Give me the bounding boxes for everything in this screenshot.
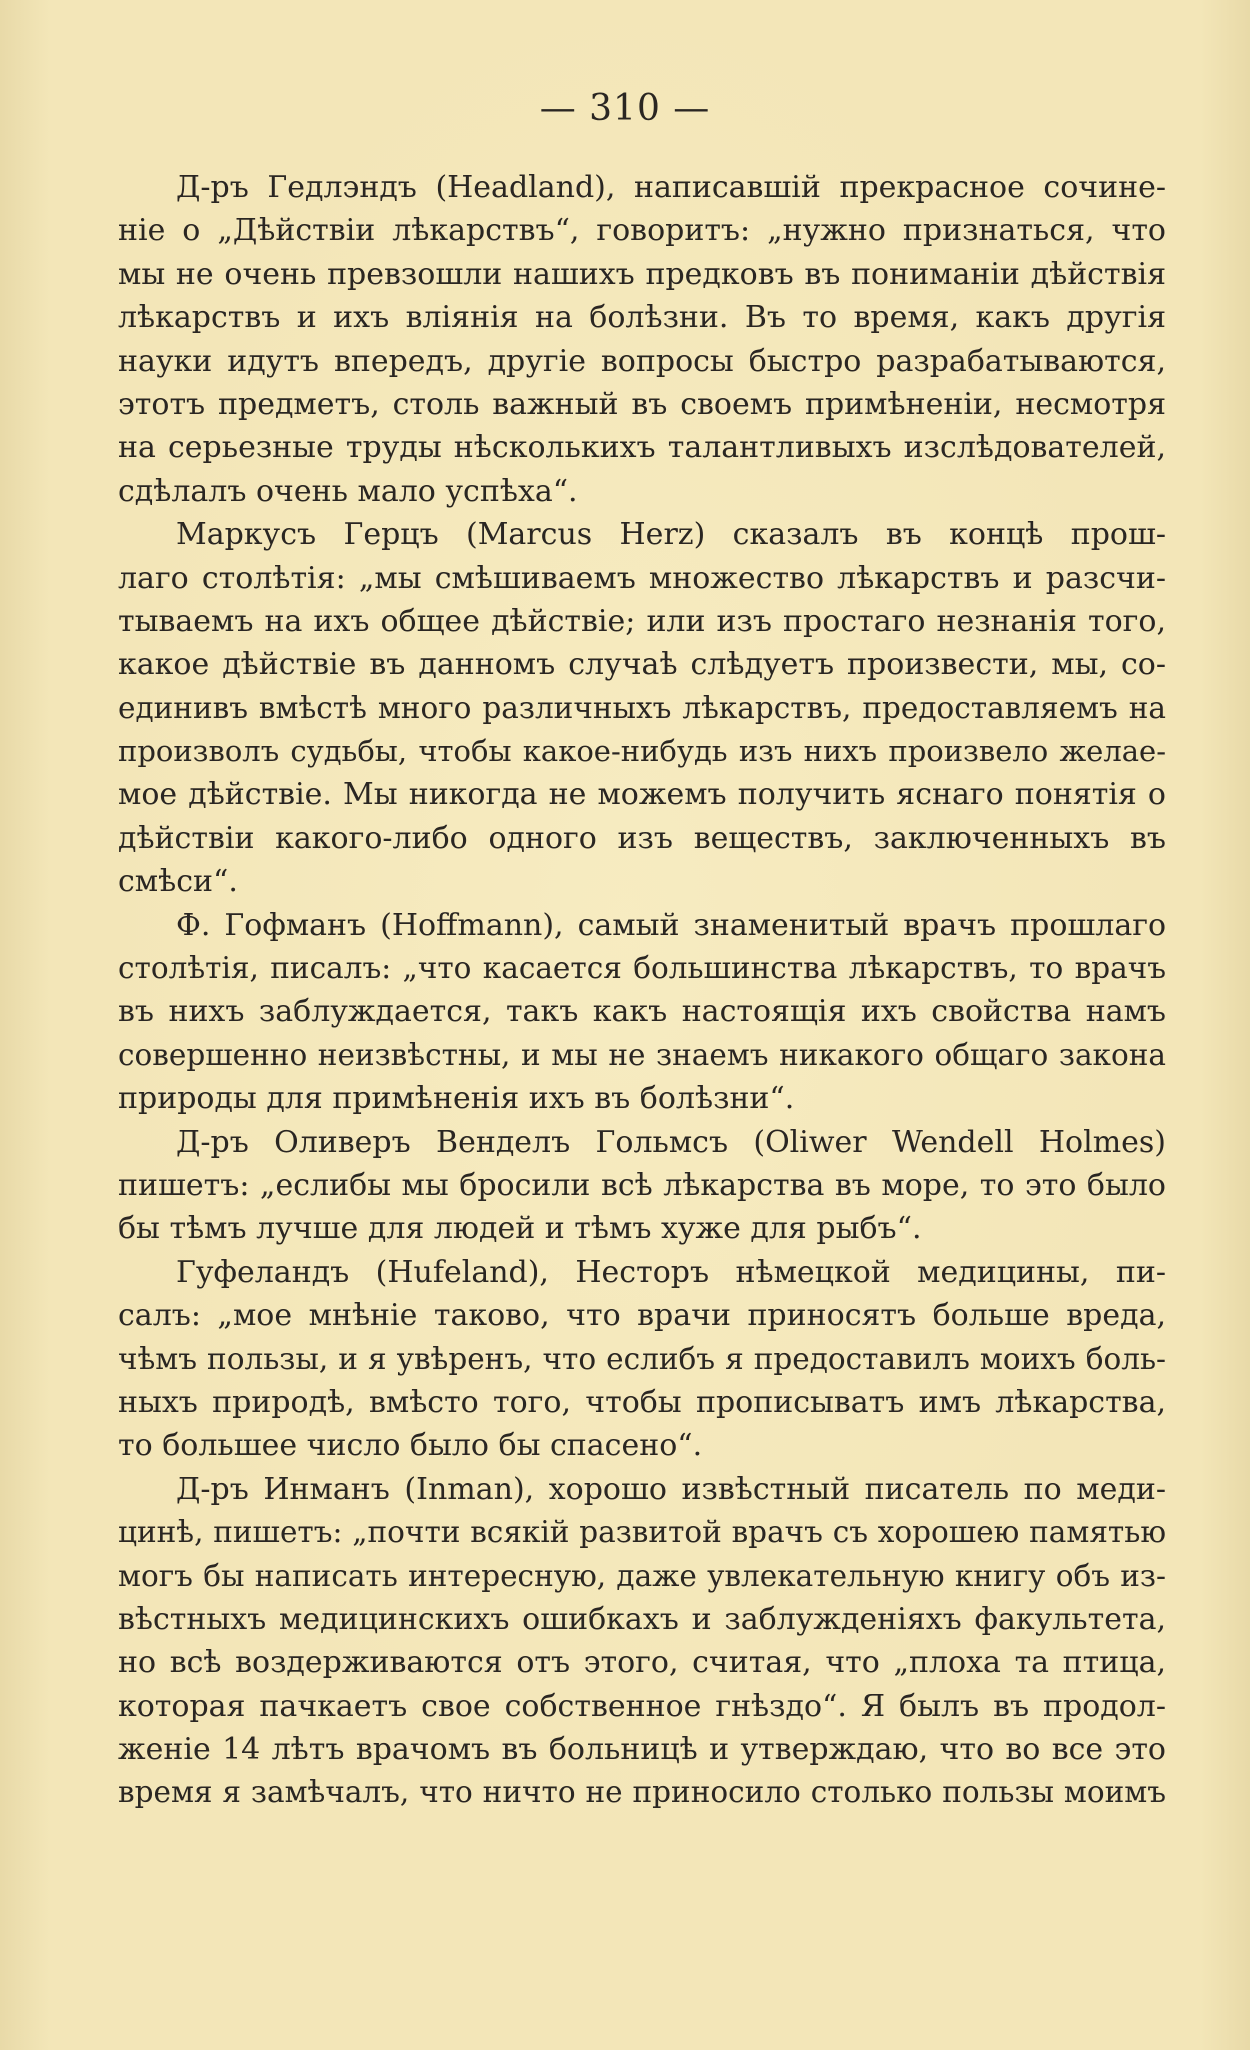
text-line: то большее число было бы спасено“. xyxy=(118,1428,703,1464)
text-line: лѣкарствъ и ихъ вліянія на болѣзни. Въ то время, какъ другія xyxy=(118,300,1166,336)
text-line: мы не очень превзошли нашихъ предковъ въ пониманіи дѣйствія xyxy=(118,256,1166,292)
page-number: — 310 — xyxy=(539,88,711,129)
text-line: тываемъ на ихъ общее дѣйствіе; или изъ простаго незнанія того, xyxy=(118,603,1166,639)
text-line: Ф. Гофманъ (Hoffmann), самый знаменитый врачъ прошлаго xyxy=(176,907,1166,943)
text-line: единивъ вмѣстѣ много различныхъ лѣкарствъ, предоставляемъ на xyxy=(118,690,1166,725)
paragraph xyxy=(118,904,1166,1121)
text-line: бы тѣмъ лучше для людей и тѣмъ хуже для рыбъ“. xyxy=(118,1211,922,1247)
text-line: время я замѣчалъ, что ничто не приносило столько пользы моимъ xyxy=(118,1775,1166,1810)
text-line: какое дѣйствіе въ данномъ случаѣ слѣдуетъ произвести, мы, со- xyxy=(118,647,1166,683)
text-line: Д-ръ Гедлэндъ (Headland), написавшій прекрасное сочине- xyxy=(176,170,1166,205)
text-line: вѣстныхъ медицинскихъ ошибкахъ и заблужденіяхъ факультета, xyxy=(118,1601,1166,1637)
text-line: но всѣ воздерживаются отъ этого, считая, что „плоха та птица, xyxy=(118,1645,1166,1681)
text-line: мое дѣйствіе. Мы никогда не можемъ получить яснаго понятія о xyxy=(118,777,1166,813)
text-line: Гуфеландъ (Hufeland), Несторъ нѣмецкой медицины, пи- xyxy=(176,1254,1166,1290)
text-line: природы для примѣненія ихъ въ болѣзни“. xyxy=(118,1081,795,1117)
text-line: Маркусъ Герцъ (Marcus Herz) сказалъ въ концѣ прош- xyxy=(176,517,1166,553)
text-line: въ нихъ заблуждается, такъ какъ настоящія ихъ свойства намъ xyxy=(118,994,1166,1030)
text-line: Д-ръ Оливеръ Венделъ Гольмсъ (Oliwer Wendell Holmes) xyxy=(176,1124,1166,1160)
paragraph xyxy=(118,166,1166,513)
text-line: могъ бы написать интересную, даже увлекательную книгу объ из- xyxy=(118,1558,1166,1593)
text-line: на серьезные труды нѣсколькихъ талантливыхъ изслѣдователей, xyxy=(118,430,1166,466)
text-line: совершенно неизвѣстны, и мы не знаемъ никакого общаго закона xyxy=(118,1037,1166,1072)
text-line: пишетъ: „еслибы мы бросили всѣ лѣкарства въ море, то это было xyxy=(118,1167,1166,1203)
text-line: произволъ судьбы, чтобы какое-нибудь изъ нихъ произвело желае- xyxy=(118,734,1166,769)
paragraph xyxy=(118,1468,1166,1815)
body-text xyxy=(118,166,1166,1815)
text-line: салъ: „мое мнѣніе таково, что врачи приносятъ больше вреда, xyxy=(118,1298,1166,1334)
text-line: женіе 14 лѣтъ врачомъ въ больницѣ и утверждаю, что во все это xyxy=(118,1732,1166,1768)
text-line: чѣмъ пользы, и я увѣренъ, что еслибъ я предоставилъ моихъ боль- xyxy=(118,1341,1166,1376)
text-line: столѣтія, писалъ: „что касается большинства лѣкарствъ, то врачъ xyxy=(118,951,1166,986)
text-line: этотъ предметъ, столь важный въ своемъ примѣненіи, несмотря xyxy=(118,386,1166,422)
paragraph xyxy=(118,1251,1166,1468)
text-line: дѣйствіи какого-либо одного изъ веществъ, заключенныхъ въ xyxy=(118,820,1166,856)
text-line: лаго столѣтія: „мы смѣшиваемъ множество лѣкарствъ и разсчи- xyxy=(118,560,1166,596)
text-line: ныхъ природѣ, вмѣсто того, чтобы прописыватъ имъ лѣкарства, xyxy=(118,1384,1166,1420)
text-line: сдѣлалъ очень мало успѣха“. xyxy=(118,473,578,509)
paragraph xyxy=(118,1121,1166,1251)
text-line: Д-ръ Инманъ (Inman), хорошо извѣстный писатель по меди- xyxy=(176,1471,1166,1507)
text-line: цинѣ, пишетъ: „почти всякій развитой врачъ съ хорошею памятью xyxy=(118,1515,1166,1550)
text-line: которая пачкаетъ свое собственное гнѣздо“. Я былъ въ продол- xyxy=(118,1688,1166,1724)
paragraph xyxy=(118,513,1166,904)
text-line: смѣси“. xyxy=(118,864,238,900)
text-line: науки идутъ впередъ, другіе вопросы быстро разрабатываются, xyxy=(118,343,1166,379)
text-line: ніе о „Дѣйствіи лѣкарствъ“, говоритъ: „нужно признаться, что xyxy=(118,213,1166,249)
